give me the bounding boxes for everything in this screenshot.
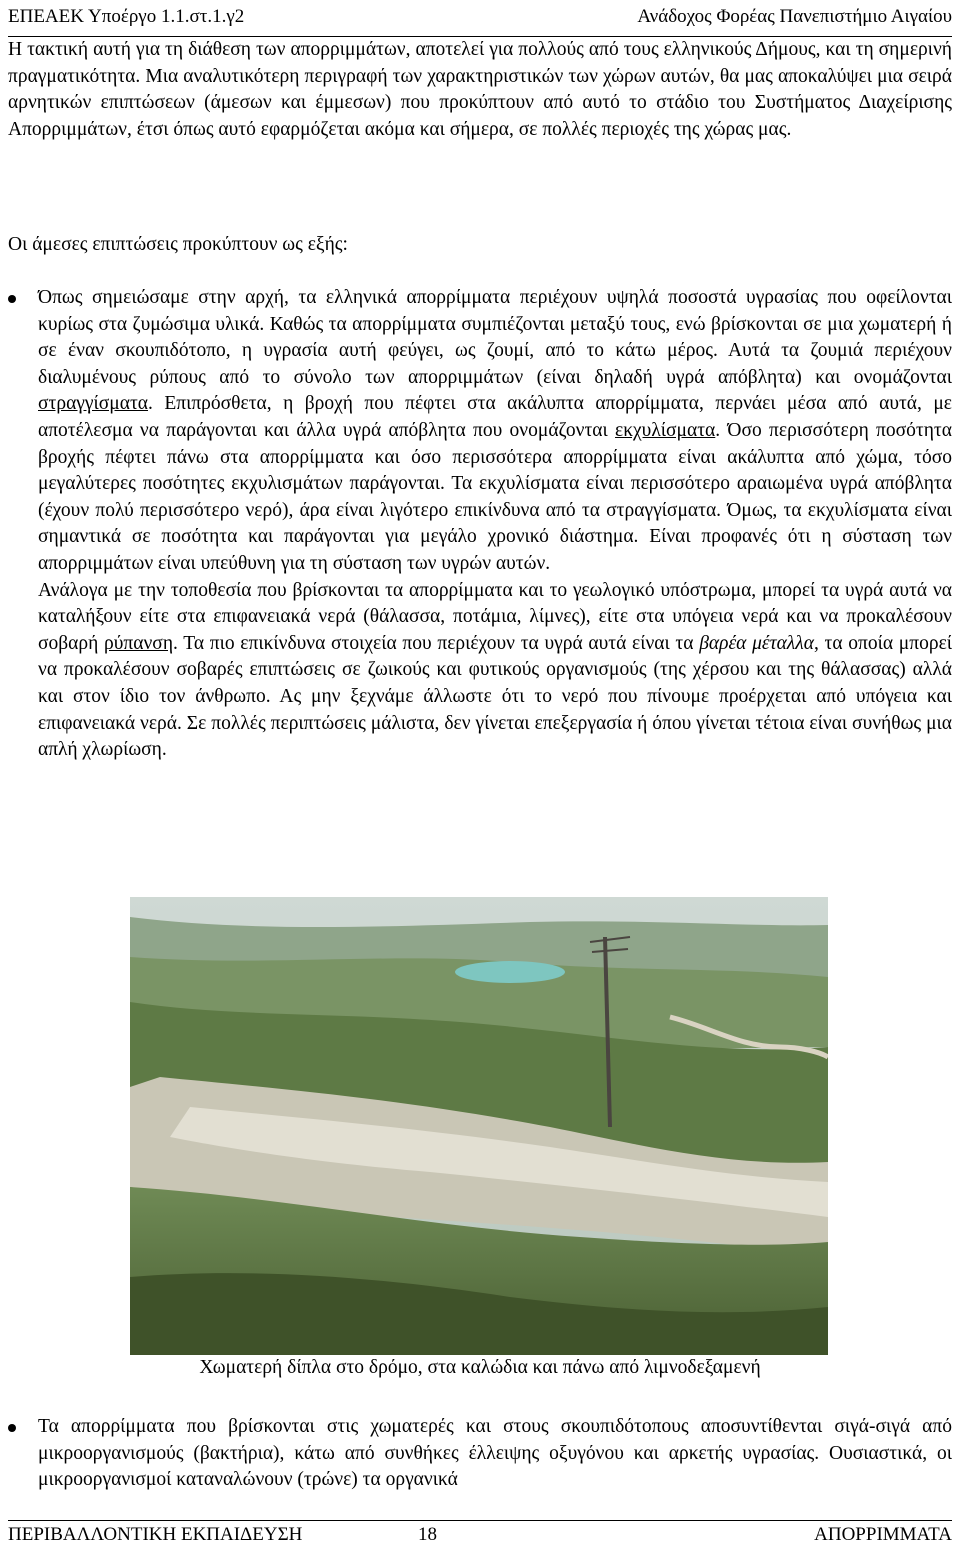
bullet-1-text-5: . Τα πιο επικίνδυνα στοιχεία που περιέχουν τα υγρά αυτά είναι τα [173, 632, 700, 654]
term-heavy-metals: βαρέα μέταλλα [699, 632, 814, 654]
header-project-code: ΕΠΕΑΕΚ Υποέργο 1.1.στ.1.γ2 [8, 6, 245, 27]
photo-caption: Χωματερή δίπλα στο δρόμο, στα καλώδια και πάνω από λιμνοδεξαμενή [199, 1357, 761, 1378]
page-footer [8, 1520, 952, 1549]
term-rypansi: ρύπανση [104, 632, 174, 654]
term-strangismata: στραγγίσματα [38, 393, 149, 415]
header-contractor: Ανάδοχος Φορέας Πανεπιστήμιο Αιγαίου [637, 6, 952, 27]
footer-course-title: ΠΕΡΙΒΑΛΛΟΝΤΙΚΗ ΕΚΠΑΙΔΕΥΣΗ [8, 1524, 303, 1545]
footer-chapter: ΑΠΟΡΡΙΜΜΑΤΑ [814, 1524, 952, 1545]
bullet-1-text-3: . Όσο περισσότερη ποσότητα βροχής πέφτει πάνω στα απορρίμματα και όσο περισσότερα απορρίμματα είναι ακάλυπτα από χώμα, τόσο μεγαλύτερες ποσότητες εκχυλισμάτων παράγονται. Τα εκχυλίσματα είναι περισσότερο αραιωμένα υγρά απόβλητα (έχουν πολύ περισσότερο νερό), άρα είναι λιγότερο επικίνδυνα από τα στραγγίσματα. Όμως, τα εκχυλίσματα είναι σημαντικά σε ποσότητα και παράγονται για μεγάλο χρονικό διάστημα. Είναι προφανές ότι η σύσταση των απορριμμάτων είναι υπεύθυνη για τη σύσταση των υγρών αυτών. [38, 419, 952, 574]
bullet-1-text-4: Ανάλογα με την τοποθεσία που βρίσκονται τα απορρίμματα και το γεωλογικό υπόστρωμα, μπορεί τα υγρά αυτά να καταλήξουν είτε στα επιφανειακά νερά (θάλασσα, ποτάμια, λίμνες), είτε στα υπόγεια νερά και να προκαλέσουν σοβαρή [38, 579, 952, 654]
landfill-photo [130, 897, 828, 1355]
page-number: 18 [418, 1524, 437, 1545]
bullet-1 [38, 285, 952, 764]
page-header [8, 0, 952, 37]
bullet-1-text-1: Όπως σημειώσαμε στην αρχή, τα ελληνικά απορρίμματα περιέχουν υψηλά ποσοστά υγρασίας που οφείλονται κυρίως στα ζυμώσιμα υλικά. Καθώς τα απορρίμματα συμπιέζονται μεταξύ τους, ενώ βρίσκονται σε μια χωματερή ή σε έναν σκουπιδότοπο, η υγρασία αυτή φεύγει, ως ζουμί, από το κάτω μέρος. Αυτά τα ζουμιά περιέχουν διαλυμένους ρύπους από το σύνολο των απορριμμάτων (είναι δηλαδή υγρά απόβλητα) και ονομάζονται [38, 287, 952, 388]
effects-intro: Οι άμεσες επιπτώσεις προκύπτουν ως εξής: [8, 234, 348, 255]
intro-paragraph: Η τακτική αυτή για τη διάθεση των απορριμμάτων, αποτελεί για πολλούς από τους ελληνικούς Δήμους, και τη σημερινή πραγματικότητα. Μια αναλυτικότερη περιγραφή των χαρακτηριστικών των χώρων αυτών, θα μας αποκαλύψει μια σειρά αρνητικών επιπτώσεων (άμεσων και έμμεσων) που προκύπτουν από αυτό το στάδιο του Συστήματος Διαχείρισης Απορριμμάτων, έτσι όπως αυτό εφαρμόζεται ακόμα και σήμερα, σε πολλές περιοχές της χώρας μας. [8, 39, 952, 140]
term-ekxylismata: εκχυλίσματα [615, 419, 716, 441]
landfill-photo-graphic [130, 897, 828, 1355]
bullet-1-text-6: , τα οποία μπορεί να προκαλέσουν σοβαρές επιπτώσεις σε ζωικούς και φυτικούς οργανισμούς (της χέρσου και της θάλασσας) αλλά και στον ίδιο τον άνθρωπο. Ας μην ξεχνάμε άλλωστε ότι το νερό που πίνουμε προέρχεται από υπόγεια και επιφανειακά νερά. Σε πολλές περιπτώσεις μάλιστα, δεν γίνεται επεξεργασία ή όπου γίνεται τέτοια είναι συνήθως μια απλή χλωρίωση. [38, 632, 953, 761]
bullet-dot [8, 1424, 16, 1432]
bullet-1-text-2: . Επιπρόσθετα, η βροχή που πέφτει στα ακάλυπτα απορρίμματα, περνάει μέσα από αυτά, με αποτέλεσμα να παράγονται και άλλα υγρά απόβλητα που ονομάζονται [38, 393, 952, 441]
bullet-dot [8, 295, 16, 303]
bullet-2: Τα απορρίμματα που βρίσκονται στις χωματερές και στους σκουπιδότοπους αποσυντίθενται σιγά-σιγά από μικροοργανισμούς (βακτήρια), κάτω από συνθήκες έλλειψης οξυγόνου και αρκετής υγρασίας. Ουσιαστικά, οι μικροοργανισμοί καταναλώνουν (τρώνε) τα οργανικά [38, 1416, 952, 1491]
